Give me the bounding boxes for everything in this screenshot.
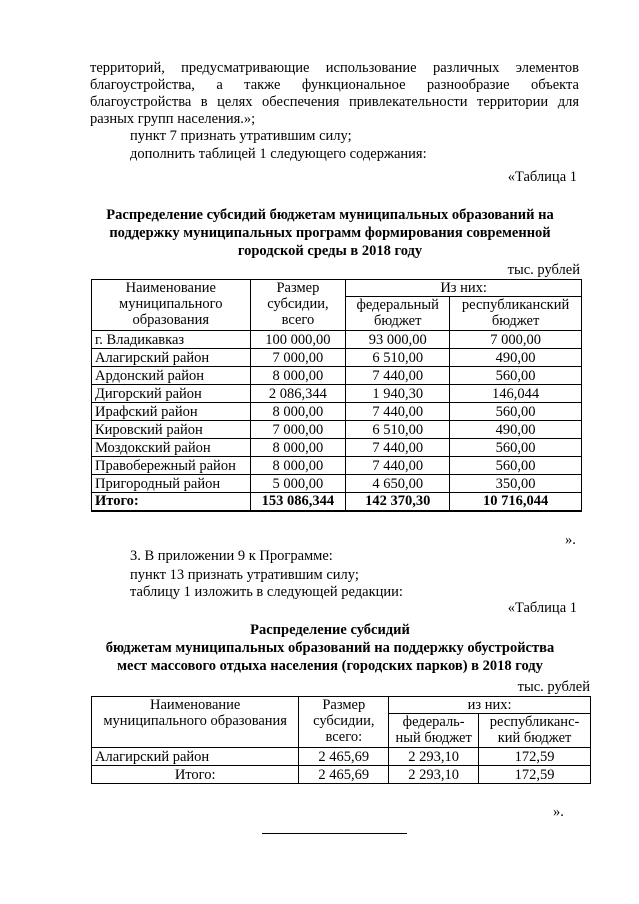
cell-republic: 490,00 <box>450 349 582 367</box>
table-row <box>92 748 591 766</box>
cell-name: Кировский район <box>92 421 251 439</box>
intro-line: благоустройства в целях обеспечения привлекательности территории для <box>90 94 579 110</box>
table-row <box>92 475 582 493</box>
table2-close-quote: ». <box>553 804 564 820</box>
cell-federal: 7 440,00 <box>346 367 450 385</box>
cell-total-size: 153 086,344 <box>250 493 346 511</box>
cell-size: 7 000,00 <box>250 349 346 367</box>
header-republic: республиканский бюджет <box>450 297 582 331</box>
cell-size: 2 465,69 <box>299 748 389 766</box>
table1-title-line: Распределение субсидий бюджетам муниципальных образований на <box>106 207 554 223</box>
header-federal: федераль- ный бюджет <box>389 714 479 748</box>
cell-republic: 560,00 <box>450 439 582 457</box>
cell-republic: 350,00 <box>450 475 582 493</box>
table1-units: тыс. рублей <box>507 262 580 278</box>
table-row <box>92 421 582 439</box>
cell-federal: 6 510,00 <box>346 349 450 367</box>
cell-total-label: Итого: <box>92 766 299 784</box>
table-row <box>92 457 582 475</box>
table1-title-line: поддержку муниципальных программ формирования современной <box>109 225 551 241</box>
table-row <box>92 331 582 349</box>
cell-size: 8 000,00 <box>250 403 346 421</box>
cell-republic: 560,00 <box>450 457 582 475</box>
cell-total-republic: 10 716,044 <box>450 493 582 511</box>
header-name: Наименование муниципального образования <box>92 280 251 331</box>
table1-label: «Таблица 1 <box>507 169 577 185</box>
table-row <box>92 403 582 421</box>
table-row <box>92 439 582 457</box>
cell-republic: 490,00 <box>450 421 582 439</box>
cell-republic: 172,59 <box>479 748 591 766</box>
cell-name: г. Владикавказ <box>92 331 251 349</box>
table1-title-line: городской среды в 2018 году <box>237 243 423 259</box>
table-total-row <box>92 493 582 511</box>
cell-republic: 7 000,00 <box>450 331 582 349</box>
cell-federal: 2 293,10 <box>389 748 479 766</box>
header-size: Размер субсидии, всего: <box>299 697 389 748</box>
cell-total-republic: 172,59 <box>479 766 591 784</box>
table-row <box>92 349 582 367</box>
table2-title-line: Распределение субсидий <box>250 622 410 638</box>
item-7-text: пункт 7 признать утратившим силу; <box>130 128 352 144</box>
cell-total-label: Итого: <box>92 493 251 511</box>
table2-title-line: бюджетам муниципальных образований на поддержку обустройства <box>105 640 555 656</box>
cell-size: 100 000,00 <box>250 331 346 349</box>
appendix-heading: 3. В приложении 9 к Программе: <box>130 548 333 564</box>
table1-title <box>70 206 590 260</box>
cell-size: 7 000,00 <box>250 421 346 439</box>
cell-total-federal: 142 370,30 <box>346 493 450 511</box>
header-of-which: Из них: <box>346 280 582 297</box>
header-federal: федеральный бюджет <box>346 297 450 331</box>
cell-name: Дигорский район <box>92 385 251 403</box>
subsidy-table-2 <box>91 696 591 784</box>
header-name: Наименование муниципального образования <box>92 697 299 748</box>
cell-name: Моздокский район <box>92 439 251 457</box>
cell-name: Правобережный район <box>92 457 251 475</box>
header-of-which: из них: <box>389 697 591 714</box>
cell-total-federal: 2 293,10 <box>389 766 479 784</box>
cell-size: 5 000,00 <box>250 475 346 493</box>
cell-name: Ардонский район <box>92 367 251 385</box>
cell-name: Пригородный район <box>92 475 251 493</box>
cell-size: 8 000,00 <box>250 367 346 385</box>
table2-title <box>70 621 590 675</box>
table1-close-quote: ». <box>565 532 576 548</box>
cell-size: 8 000,00 <box>250 457 346 475</box>
table2-title-line: мест массового отдыха населения (городских парков) в 2018 году <box>117 658 543 674</box>
cell-republic: 560,00 <box>450 403 582 421</box>
cell-federal: 1 940,30 <box>346 385 450 403</box>
cell-size: 8 000,00 <box>250 439 346 457</box>
cell-size: 2 086,344 <box>250 385 346 403</box>
supplement-text: дополнить таблицей 1 следующего содержания: <box>130 146 427 162</box>
cell-federal: 7 440,00 <box>346 457 450 475</box>
intro-paragraph <box>90 60 579 128</box>
cell-federal: 4 650,00 <box>346 475 450 493</box>
cell-name: Ирафский район <box>92 403 251 421</box>
cell-federal: 93 000,00 <box>346 331 450 349</box>
intro-line: территорий, предусматривающие использование различных элементов <box>90 60 579 76</box>
cell-federal: 7 440,00 <box>346 403 450 421</box>
cell-name: Алагирский район <box>92 748 299 766</box>
table-row <box>92 385 582 403</box>
cell-republic: 146,044 <box>450 385 582 403</box>
intro-line: разных групп населения.»; <box>90 111 256 127</box>
table-edit-text: таблицу 1 изложить в следующей редакции: <box>130 584 403 600</box>
table2-label: «Таблица 1 <box>507 600 577 616</box>
footer-divider <box>262 833 407 834</box>
header-size: Размер субсидии, всего <box>250 280 346 331</box>
table2-units: тыс. рублей <box>517 679 590 695</box>
subsidy-table-1 <box>91 279 582 512</box>
cell-name: Алагирский район <box>92 349 251 367</box>
table-total-row <box>92 766 591 784</box>
table-row <box>92 367 582 385</box>
cell-republic: 560,00 <box>450 367 582 385</box>
cell-federal: 7 440,00 <box>346 439 450 457</box>
cell-total-size: 2 465,69 <box>299 766 389 784</box>
cell-federal: 6 510,00 <box>346 421 450 439</box>
header-republic: республиканс- кий бюджет <box>479 714 591 748</box>
item-13-text: пункт 13 признать утратившим силу; <box>130 567 359 583</box>
intro-line: благоустройства, а также функциональное разнообразие объекта <box>90 77 579 93</box>
